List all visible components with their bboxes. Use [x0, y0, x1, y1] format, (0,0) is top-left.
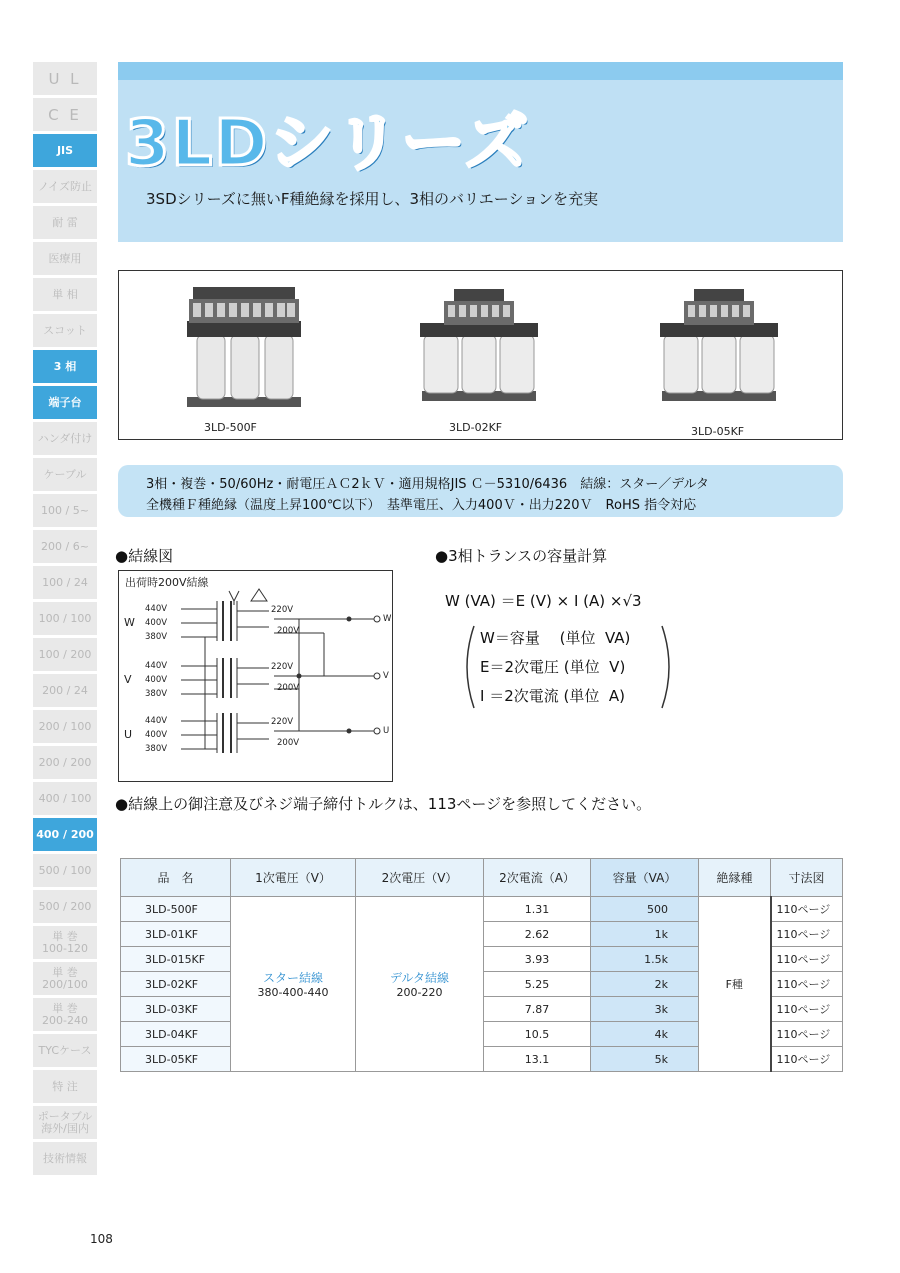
- current-cell: 13.1: [484, 1047, 591, 1072]
- phase-label: U: [124, 728, 133, 741]
- sidebar-tab[interactable]: 200 / 6~: [33, 530, 97, 563]
- sidebar-tab[interactable]: 100 / 24: [33, 566, 97, 599]
- current-cell: 5.25: [484, 972, 591, 997]
- sidebar-tab[interactable]: 耐 雷: [33, 206, 97, 239]
- model-cell: 3LD-04KF: [121, 1022, 231, 1047]
- phase-label: W: [124, 616, 135, 629]
- phase-label: V: [124, 673, 132, 686]
- output-label: W: [383, 614, 392, 624]
- insulation-cell: F種: [699, 897, 771, 1072]
- primary-voltage-value: 380-400-440: [257, 986, 329, 999]
- output-label: U: [383, 726, 390, 736]
- sidebar-tab[interactable]: JIS: [33, 134, 97, 167]
- dimension-page-cell: 110ページ: [771, 897, 843, 922]
- sidebar-tab[interactable]: ハンダ付け: [33, 422, 97, 455]
- wiring-section-title: ●結線図: [115, 547, 174, 565]
- current-cell: 1.31: [484, 897, 591, 922]
- product-image-1: [179, 279, 309, 419]
- sidebar-tab[interactable]: 100 / 200: [33, 638, 97, 671]
- primary-tap-label: 440V: [145, 604, 168, 614]
- sidebar-tab[interactable]: ノイズ防止: [33, 170, 97, 203]
- primary-connection-label: スター結線: [262, 971, 323, 985]
- capacity-definition: I ＝2次電流 (単位 A): [480, 687, 626, 705]
- col-header: 1次電圧（V）: [231, 859, 356, 897]
- primary-tap-label: 380V: [145, 689, 168, 699]
- spec-table: [120, 858, 843, 1072]
- dimension-page-cell: 110ページ: [771, 1022, 843, 1047]
- primary-tap-label: 440V: [145, 716, 168, 726]
- spec-band: [118, 465, 843, 517]
- secondary-voltage-cell: [356, 897, 484, 1072]
- primary-tap-label: 380V: [145, 632, 168, 642]
- sidebar-tab[interactable]: 単 巻 100-120: [33, 926, 97, 959]
- dimension-page-cell: 110ページ: [771, 972, 843, 997]
- primary-tap-label: 400V: [145, 730, 168, 740]
- secondary-tap-label: 200V: [277, 683, 300, 693]
- sidebar-tab[interactable]: C E: [33, 98, 97, 131]
- sidebar-tab[interactable]: 500 / 100: [33, 854, 97, 887]
- secondary-voltage-value: 200-220: [396, 986, 443, 999]
- spec-line-1: 3相・複巻・50/60Hz・耐電圧ＡＣ2ｋＶ・適用規格JIS Ｃ－5310/6436 結線：スター／デルタ: [146, 477, 710, 492]
- dimension-page-cell: 110ページ: [771, 947, 843, 972]
- sidebar-tab[interactable]: 100 / 5~: [33, 494, 97, 527]
- current-cell: 2.62: [484, 922, 591, 947]
- sidebar-tab[interactable]: 技術情報: [33, 1142, 97, 1175]
- table-header-row: [121, 859, 843, 897]
- series-title: 3LDシリーズ: [125, 107, 531, 181]
- sidebar-tab[interactable]: 100 / 100: [33, 602, 97, 635]
- capacity-cell: 500: [591, 897, 699, 922]
- col-header: 絶縁種: [699, 859, 771, 897]
- sidebar-tab[interactable]: 400 / 100: [33, 782, 97, 815]
- current-cell: 7.87: [484, 997, 591, 1022]
- model-cell: 3LD-03KF: [121, 997, 231, 1022]
- sidebar-tab[interactable]: 200 / 24: [33, 674, 97, 707]
- spec-line-2: 全機種Ｆ種絶縁（温度上昇100℃以下） 基準電圧、入力400Ｖ・出力220Ｖ RoHS 指令対応: [146, 498, 697, 513]
- dimension-page-cell: 110ページ: [771, 997, 843, 1022]
- secondary-connection-label: デルタ結線: [390, 971, 449, 985]
- primary-tap-label: 400V: [145, 618, 168, 628]
- model-cell: 3LD-01KF: [121, 922, 231, 947]
- sidebar-tab[interactable]: 医療用: [33, 242, 97, 275]
- capacity-section-title: ●3相トランスの容量計算: [435, 547, 608, 565]
- sidebar-tab[interactable]: 端子台: [33, 386, 97, 419]
- capacity-cell: 1.5k: [591, 947, 699, 972]
- series-subtitle: 3SDシリーズに無いF種絶縁を採用し、3相のバリエーションを充実: [146, 190, 599, 208]
- model-cell: 3LD-02KF: [121, 972, 231, 997]
- primary-tap-label: 400V: [145, 675, 168, 685]
- output-label: V: [383, 671, 389, 681]
- col-header: 品 名: [121, 859, 231, 897]
- page-number: 108: [90, 1232, 113, 1246]
- product-image-3: [654, 283, 784, 413]
- secondary-tap-label: 220V: [271, 717, 294, 727]
- primary-voltage-cell: [231, 897, 356, 1072]
- dimension-page-cell: 110ページ: [771, 922, 843, 947]
- capacity-definition: E＝2次電圧 (単位 V): [480, 658, 626, 676]
- sidebar-tab[interactable]: スコット: [33, 314, 97, 347]
- sidebar-tab[interactable]: 500 / 200: [33, 890, 97, 923]
- capacity-formula: W (VA) ＝E (V) × I (A) ×√3: [445, 592, 642, 610]
- col-header: 寸法図: [771, 859, 843, 897]
- table-row: [121, 897, 843, 922]
- current-cell: 3.93: [484, 947, 591, 972]
- sidebar-tab[interactable]: 400 / 200: [33, 818, 97, 851]
- model-cell: 3LD-015KF: [121, 947, 231, 972]
- primary-tap-label: 380V: [145, 744, 168, 754]
- col-header: 2次電圧（V）: [356, 859, 484, 897]
- current-cell: 10.5: [484, 1022, 591, 1047]
- wiring-header: 出荷時200V結線: [125, 576, 209, 589]
- wiring-diagram: [118, 570, 393, 782]
- capacity-cell: 5k: [591, 1047, 699, 1072]
- product-caption: 3LD-500F: [204, 421, 257, 434]
- product-caption: 3LD-05KF: [691, 425, 745, 438]
- sidebar-tab[interactable]: 3 相: [33, 350, 97, 383]
- product-image-2: [414, 283, 544, 413]
- secondary-tap-label: 200V: [277, 626, 300, 636]
- model-cell: 3LD-500F: [121, 897, 231, 922]
- header-accent-strip: [118, 62, 843, 80]
- sidebar-tab[interactable]: 200 / 200: [33, 746, 97, 779]
- secondary-tap-label: 200V: [277, 738, 300, 748]
- sidebar-tab[interactable]: 200 / 100: [33, 710, 97, 743]
- sidebar-tab[interactable]: 特 注: [33, 1070, 97, 1103]
- capacity-cell: 1k: [591, 922, 699, 947]
- col-header: 容量（VA）: [591, 859, 699, 897]
- capacity-cell: 4k: [591, 1022, 699, 1047]
- sidebar-tab[interactable]: 単 巻 200/100: [33, 962, 97, 995]
- secondary-tap-label: 220V: [271, 662, 294, 672]
- sidebar-tab[interactable]: TYCケース: [33, 1034, 97, 1067]
- dimension-page-cell: 110ページ: [771, 1047, 843, 1072]
- model-cell: 3LD-05KF: [121, 1047, 231, 1072]
- sidebar-tab[interactable]: U L: [33, 62, 97, 95]
- sidebar-tab[interactable]: ケーブル: [33, 458, 97, 491]
- col-header: 2次電流（A）: [484, 859, 591, 897]
- primary-tap-label: 440V: [145, 661, 168, 671]
- sidebar-tab[interactable]: ポータブル 海外/国内: [33, 1106, 97, 1139]
- secondary-tap-label: 220V: [271, 605, 294, 615]
- capacity-definition: W＝容量 (単位 VA): [480, 629, 631, 647]
- product-photo-box: [118, 270, 843, 440]
- product-caption: 3LD-02KF: [449, 421, 503, 434]
- wiring-note: ●結線上の御注意及びネジ端子締付トルクは、113ページを参照してください。: [115, 795, 652, 813]
- capacity-cell: 2k: [591, 972, 699, 997]
- sidebar-tab[interactable]: 単 巻 200-240: [33, 998, 97, 1031]
- sidebar-tab[interactable]: 単 相: [33, 278, 97, 311]
- capacity-cell: 3k: [591, 997, 699, 1022]
